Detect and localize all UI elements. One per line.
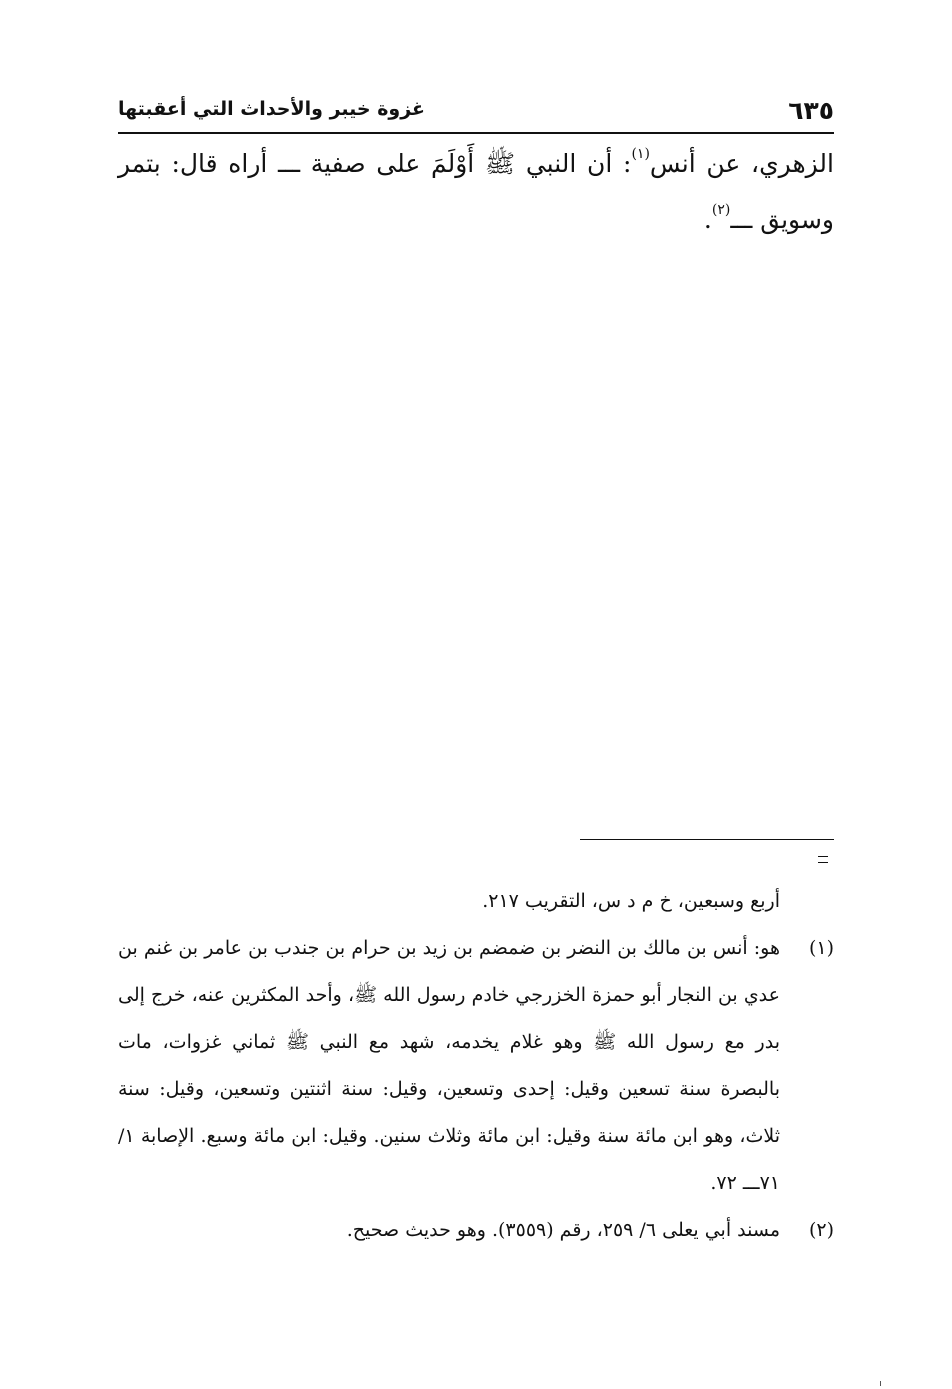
continuation-mark <box>818 856 828 863</box>
page-header <box>118 92 834 132</box>
scan-speck <box>880 1381 881 1386</box>
footnote-1 <box>118 925 834 1207</box>
footnote-ref-1[interactable]: (١) <box>631 146 650 162</box>
footnote-separator <box>580 839 834 840</box>
page-number: ٦٣٥ <box>788 96 834 125</box>
main-paragraph <box>118 136 834 248</box>
footnote-number: (١) <box>808 937 834 959</box>
footnote-ref-2[interactable]: (٢) <box>711 202 731 218</box>
header-rule <box>118 132 834 134</box>
footnotes <box>118 878 834 1254</box>
main-text-part-1: الزهري، عن أنس <box>649 149 834 178</box>
footnote-continuation: أربع وسبعين، خ م د س، التقريب ٢١٧. <box>482 890 780 912</box>
main-text-part-2: : أن النبي ﷺ أَوْلَمَ على صفية ـــ أراه قال: بتمر وسويق ـــ <box>118 149 834 234</box>
footnote-number: (٢) <box>808 1219 834 1241</box>
footnote-text: مسند أبي يعلى ٦/ ٢٥٩، رقم (٣٥٥٩). وهو حديث صحيح. <box>346 1219 780 1241</box>
main-text <box>118 136 834 248</box>
footnote-text: هو: أنس بن مالك بن النضر بن ضمضم بن زيد بن حرام بن جندب بن عامر بن غنم بن عدي بن النجار أبو حمزة الخزرجي خادم رسول الله ﷺ، وأحد المكثرين عنه، خرج إلى بدر مع رسول الله ﷺ وهو غلام يخدمه، شهد مع النبي ﷺ ثماني غزوات، مات بالبصرة سنة تسعين وقيل: إحدى وتسعين، وقيل: سنة اثنتين وتسعين، وقيل: سنة ثلاث، وهو ابن مائة سنة وقيل: ابن مائة وثلاث سنين. وقيل: ابن مائة وسبع. الإصابة ١/ ٧١ـــ ٧٢. <box>118 937 780 1194</box>
main-text-part-3: . <box>703 205 712 234</box>
running-title: غزوة خيبر والأحداث التي أعقبتها <box>118 98 426 120</box>
footnote-2 <box>118 1207 834 1254</box>
